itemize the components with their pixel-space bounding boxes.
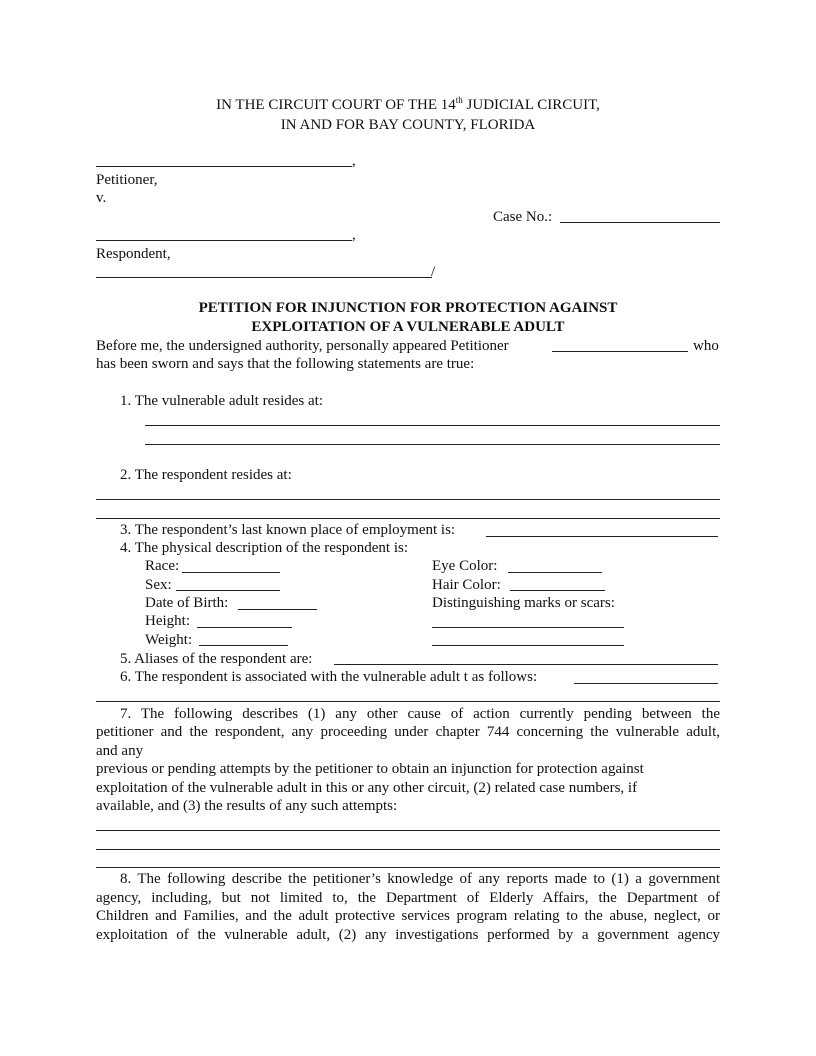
case-number-label: Case No.: [493,209,553,225]
item-7-answer-line-3[interactable] [96,867,720,868]
court-heading-line2: IN AND FOR BAY COUNTY, FLORIDA [280,117,536,133]
association-line-1[interactable] [574,683,718,684]
respondent-address-line-1[interactable] [96,499,720,500]
eye-color-label: Eye Color: [432,558,498,574]
item-7-line2: petitioner and the respondent, any proceeding under chapter 744 concerning the vulnerable adult, [96,724,720,740]
item-7-line5: exploitation of the vulnerable adult in this or any other circuit, (2) related case numbers, if [96,780,638,796]
dob-label: Date of Birth: [145,595,229,611]
case-number-line[interactable] [560,222,720,223]
item-7-line3: and any [96,743,144,759]
intro-line2: has been sworn and says that the following statements are true: [96,356,475,372]
intro-line1-text: Before me, the undersigned authority, personally appeared Petitioner [96,338,509,354]
item-5-label: 5. Aliases of the respondent are: [120,651,313,667]
marks-scars-label: Distinguishing marks or scars: [432,595,615,611]
height-label: Height: [145,613,190,629]
item-3-label: 3. The respondent’s last known place of employment is: [120,522,456,538]
item-1-label: 1. The vulnerable adult resides at: [120,393,323,409]
court-heading-line1: IN THE CIRCUIT COURT OF THE 14th JUDICIAL CIRCUIT, [216,95,600,113]
race-line[interactable] [182,572,280,573]
item-2-label: 2. The respondent resides at: [120,467,292,483]
petitioner-sworn-name-line[interactable] [552,351,688,352]
item-7-answer-line-2[interactable] [96,849,720,850]
item-6-label: 6. The respondent is associated with the vulnerable adult t as follows: [120,669,538,685]
item-7-line6: available, and (3) the results of any such attempts: [96,798,398,814]
item-7-line4: previous or pending attempts by the petitioner to obtain an injunction for protection against [96,761,644,777]
item-8-line3: Children and Families, and the adult protective services program relating to the abuse, neglect, or [96,908,720,924]
height-line[interactable] [197,627,292,628]
respondent-address-line-2[interactable] [96,518,720,519]
item-4-label: 4. The physical description of the respondent is: [120,540,408,556]
item-7-line1: 7. The following describes (1) any other cause of action currently pending between the [120,706,720,722]
respondent-comma: , [352,227,356,243]
sex-label: Sex: [145,577,172,593]
versus-label: v. [96,190,107,206]
caption-slash: / [431,264,436,280]
petitioner-comma: , [352,153,356,169]
marks-scars-line-2[interactable] [432,645,624,646]
hair-color-label: Hair Color: [432,577,501,593]
weight-label: Weight: [145,632,193,648]
intro-line1-end: who [693,338,719,354]
dob-line[interactable] [238,609,317,610]
item-8-line2: agency, including, but not limited to, the Department of Elderly Affairs, the Department of [96,890,720,906]
sex-line[interactable] [176,590,280,591]
petitioner-name-line[interactable] [96,166,352,167]
hair-color-line[interactable] [510,590,605,591]
item-8-line4: exploitation of the vulnerable adult, (2) any investigations performed by a government agency [96,927,720,943]
item-7-answer-line-1[interactable] [96,830,720,831]
race-label: Race: [145,558,180,574]
employment-line[interactable] [486,536,718,537]
respondent-label: Respondent, [96,246,171,262]
document-title-line2: EXPLOITATION OF A VULNERABLE ADULT [251,319,565,335]
eye-color-line[interactable] [508,572,602,573]
aliases-line[interactable] [334,664,718,665]
vulnerable-adult-address-line-2[interactable] [145,444,720,445]
marks-scars-line-1[interactable] [432,627,624,628]
petitioner-label: Petitioner, [96,172,158,188]
caption-closing-line [96,277,432,278]
association-line-2[interactable] [96,701,720,702]
item-8-line1: 8. The following describe the petitioner’s knowledge of any reports made to (1) a government [120,871,720,887]
vulnerable-adult-address-line-1[interactable] [145,425,720,426]
respondent-name-line[interactable] [96,240,352,241]
document-title-line1: PETITION FOR INJUNCTION FOR PROTECTION AGAINST [198,300,618,316]
weight-line[interactable] [199,645,288,646]
